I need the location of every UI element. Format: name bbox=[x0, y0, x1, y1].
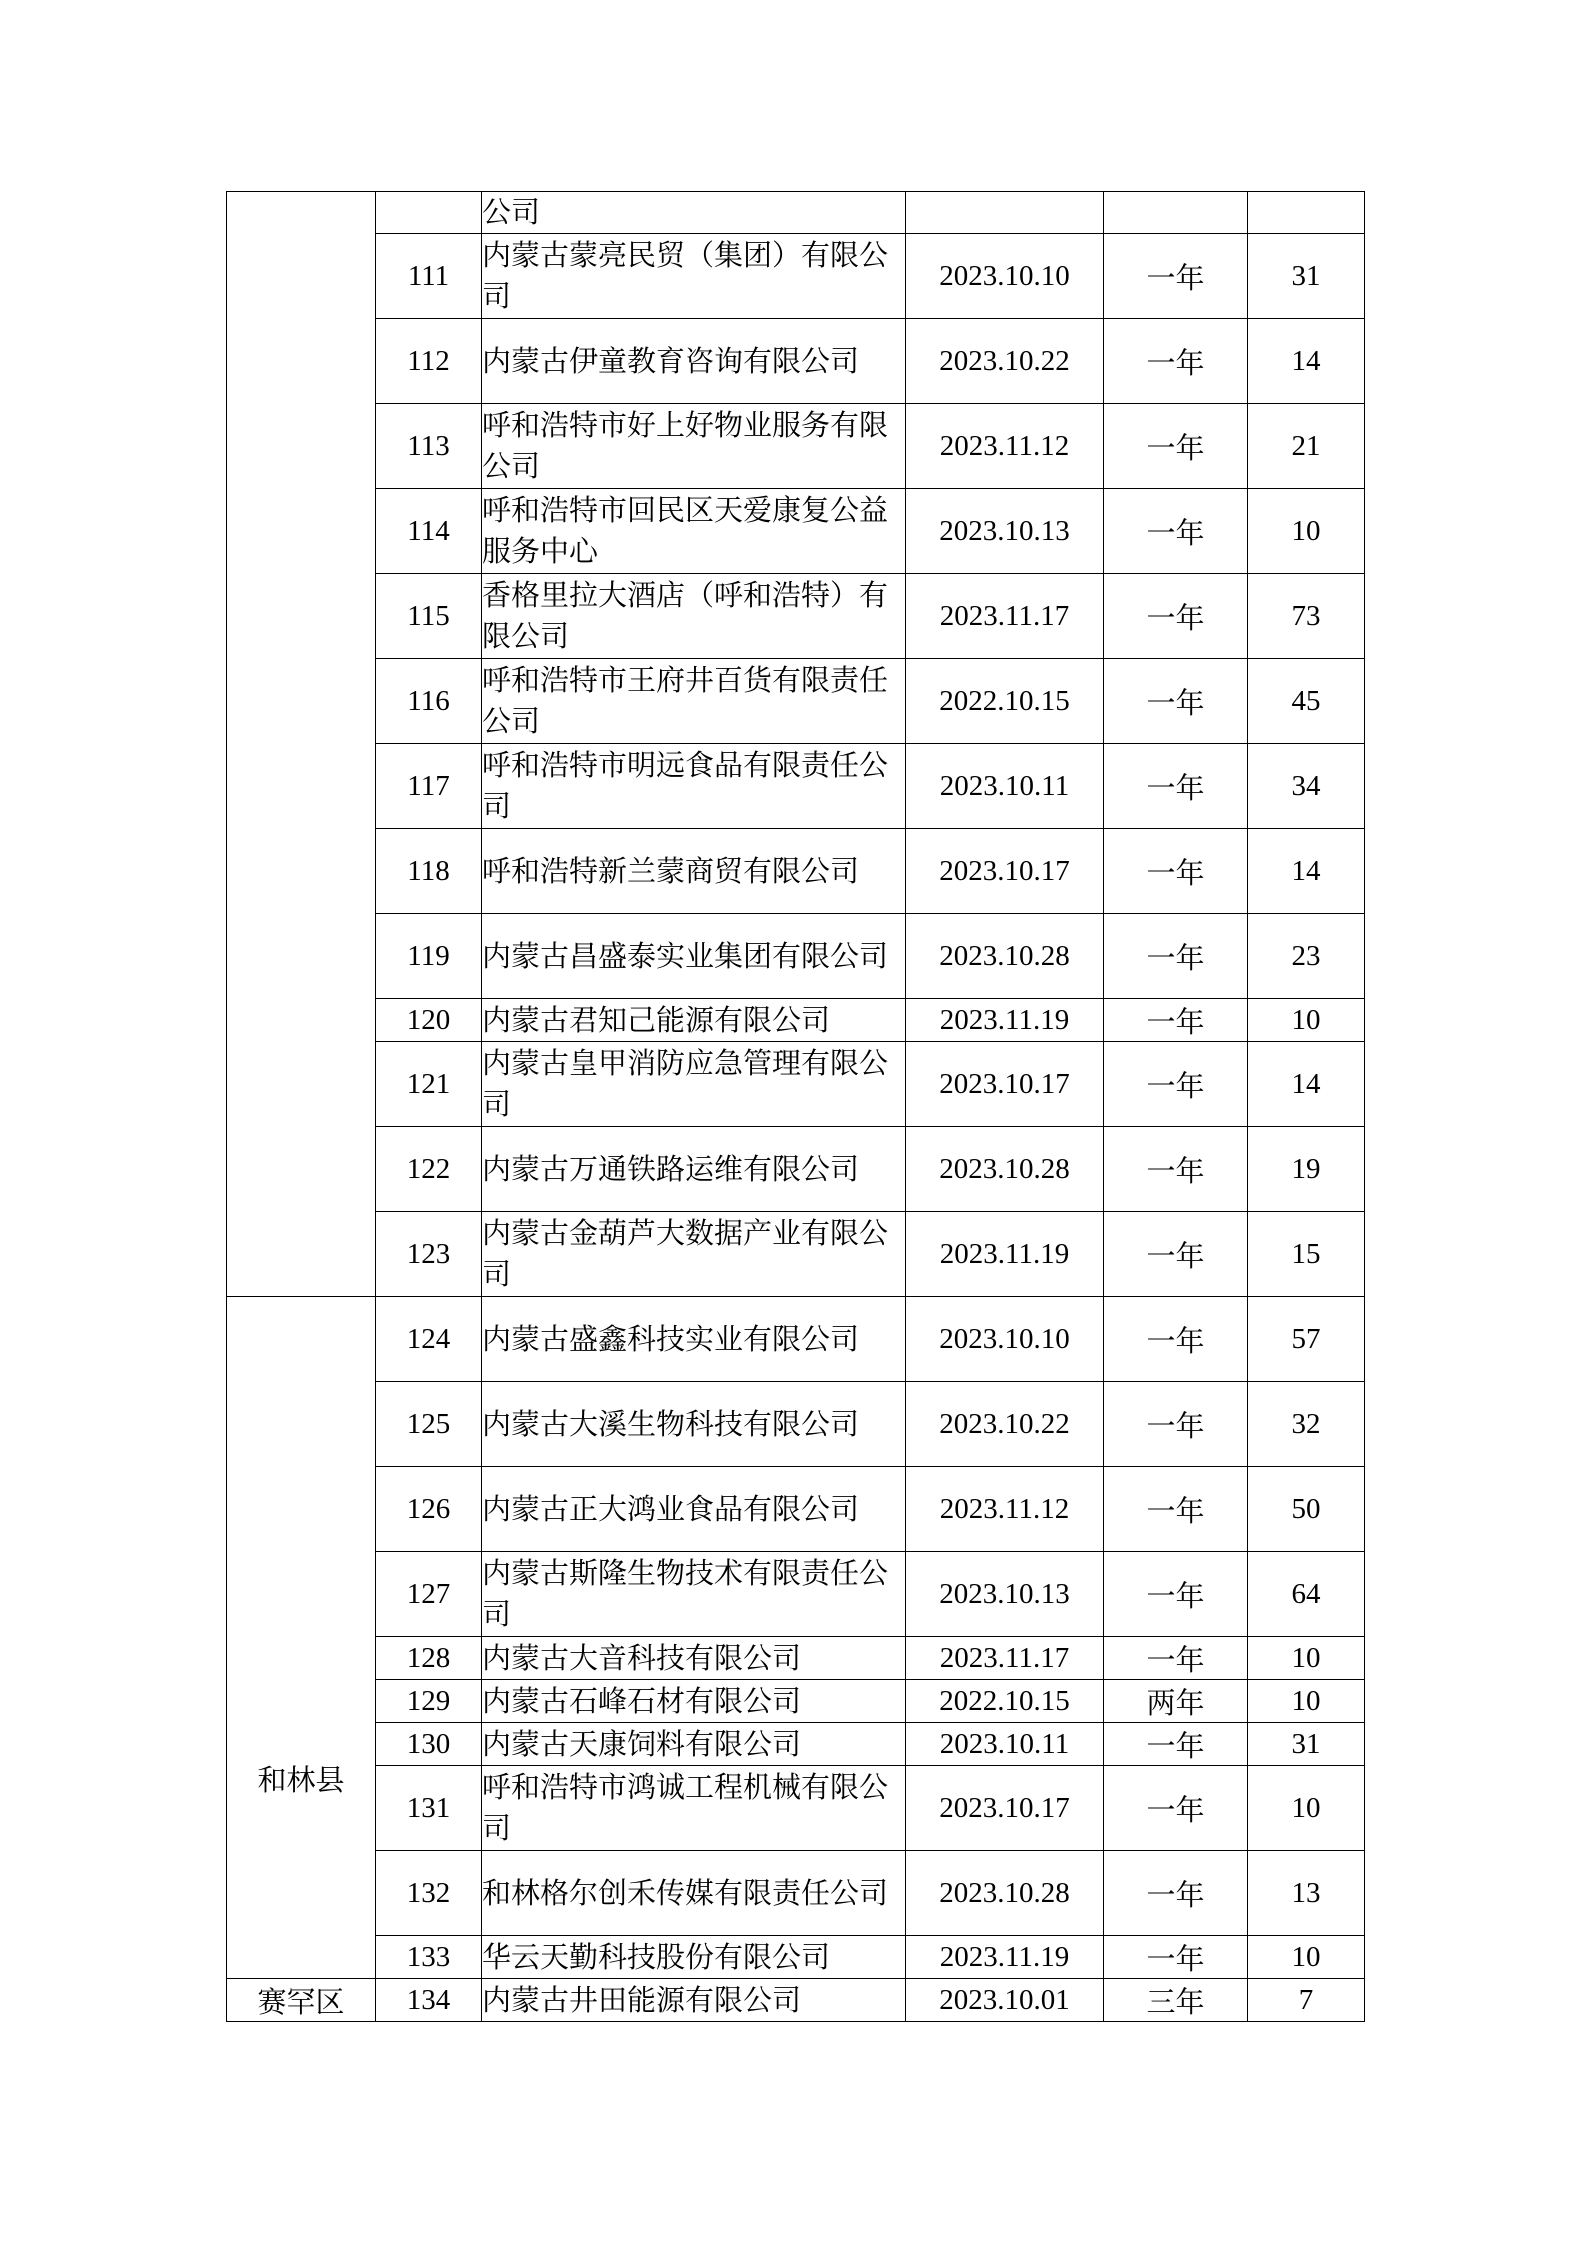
term-cell: 一年 bbox=[1104, 1936, 1248, 1979]
date-cell: 2023.11.19 bbox=[906, 1936, 1104, 1979]
row-number: 124 bbox=[376, 1297, 482, 1382]
term-cell: 一年 bbox=[1104, 1297, 1248, 1382]
table-row bbox=[227, 1042, 1365, 1127]
count-cell: 10 bbox=[1248, 999, 1365, 1042]
row-number: 129 bbox=[376, 1680, 482, 1723]
table-row bbox=[227, 744, 1365, 829]
count-cell: 10 bbox=[1248, 1766, 1365, 1851]
row-number: 111 bbox=[376, 234, 482, 319]
row-number: 126 bbox=[376, 1467, 482, 1552]
term-cell: 一年 bbox=[1104, 829, 1248, 914]
date-cell: 2023.10.11 bbox=[906, 1723, 1104, 1766]
row-number: 130 bbox=[376, 1723, 482, 1766]
table-row bbox=[227, 659, 1365, 744]
table-row bbox=[227, 404, 1365, 489]
date-cell bbox=[906, 192, 1104, 234]
company-name: 香格里拉大酒店（呼和浩特）有限公司 bbox=[482, 574, 906, 659]
date-cell: 2023.11.12 bbox=[906, 404, 1104, 489]
term-cell: 一年 bbox=[1104, 1042, 1248, 1127]
date-cell: 2023.10.28 bbox=[906, 1127, 1104, 1212]
region-cell-top bbox=[227, 192, 376, 1297]
term-cell: 一年 bbox=[1104, 1127, 1248, 1212]
term-cell: 一年 bbox=[1104, 659, 1248, 744]
row-number: 134 bbox=[376, 1979, 482, 2022]
row-number: 117 bbox=[376, 744, 482, 829]
date-cell: 2023.10.22 bbox=[906, 319, 1104, 404]
term-cell: 一年 bbox=[1104, 1723, 1248, 1766]
date-cell: 2023.10.28 bbox=[906, 1851, 1104, 1936]
company-name: 内蒙古井田能源有限公司 bbox=[482, 1979, 906, 2022]
term-cell: 一年 bbox=[1104, 999, 1248, 1042]
date-cell: 2023.10.17 bbox=[906, 1766, 1104, 1851]
count-cell: 21 bbox=[1248, 404, 1365, 489]
row-number: 120 bbox=[376, 999, 482, 1042]
term-cell: 一年 bbox=[1104, 1552, 1248, 1637]
date-cell: 2023.11.17 bbox=[906, 574, 1104, 659]
term-cell: 一年 bbox=[1104, 744, 1248, 829]
count-cell: 31 bbox=[1248, 234, 1365, 319]
date-cell: 2023.10.17 bbox=[906, 1042, 1104, 1127]
table-row bbox=[227, 914, 1365, 999]
count-cell: 10 bbox=[1248, 1680, 1365, 1723]
term-cell: 一年 bbox=[1104, 1382, 1248, 1467]
row-number: 123 bbox=[376, 1212, 482, 1297]
table-row bbox=[227, 234, 1365, 319]
term-cell: 两年 bbox=[1104, 1680, 1248, 1723]
count-cell: 14 bbox=[1248, 829, 1365, 914]
date-cell: 2023.11.19 bbox=[906, 999, 1104, 1042]
term-cell: 一年 bbox=[1104, 1637, 1248, 1680]
table-row bbox=[227, 1127, 1365, 1212]
date-cell: 2023.10.10 bbox=[906, 1297, 1104, 1382]
date-cell: 2022.10.15 bbox=[906, 1680, 1104, 1723]
count-cell: 45 bbox=[1248, 659, 1365, 744]
company-name: 内蒙古万通铁路运维有限公司 bbox=[482, 1127, 906, 1212]
row-number: 133 bbox=[376, 1936, 482, 1979]
table-row bbox=[227, 1637, 1365, 1680]
table-row bbox=[227, 489, 1365, 574]
table-row bbox=[227, 1936, 1365, 1979]
count-cell: 13 bbox=[1248, 1851, 1365, 1936]
table-row bbox=[227, 319, 1365, 404]
company-name: 内蒙古伊童教育咨询有限公司 bbox=[482, 319, 906, 404]
date-cell: 2023.10.13 bbox=[906, 1552, 1104, 1637]
row-number: 127 bbox=[376, 1552, 482, 1637]
company-name: 内蒙古大音科技有限公司 bbox=[482, 1637, 906, 1680]
company-name: 呼和浩特市好上好物业服务有限公司 bbox=[482, 404, 906, 489]
row-number: 113 bbox=[376, 404, 482, 489]
company-name: 和林格尔创禾传媒有限责任公司 bbox=[482, 1851, 906, 1936]
row-number: 125 bbox=[376, 1382, 482, 1467]
date-cell: 2023.11.12 bbox=[906, 1467, 1104, 1552]
term-cell: 一年 bbox=[1104, 914, 1248, 999]
term-cell: 一年 bbox=[1104, 234, 1248, 319]
company-name: 公司 bbox=[482, 192, 906, 234]
date-cell: 2023.10.17 bbox=[906, 829, 1104, 914]
company-name: 内蒙古君知己能源有限公司 bbox=[482, 999, 906, 1042]
count-cell: 73 bbox=[1248, 574, 1365, 659]
count-cell: 64 bbox=[1248, 1552, 1365, 1637]
date-cell: 2023.10.01 bbox=[906, 1979, 1104, 2022]
count-cell: 10 bbox=[1248, 1936, 1365, 1979]
company-name: 内蒙古昌盛泰实业集团有限公司 bbox=[482, 914, 906, 999]
region-cell-helin: 和林县 bbox=[227, 1297, 376, 1979]
row-number: 112 bbox=[376, 319, 482, 404]
count-cell: 10 bbox=[1248, 489, 1365, 574]
company-name: 内蒙古斯隆生物技术有限责任公司 bbox=[482, 1552, 906, 1637]
row-number: 132 bbox=[376, 1851, 482, 1936]
company-name: 呼和浩特市王府井百货有限责任公司 bbox=[482, 659, 906, 744]
count-cell: 15 bbox=[1248, 1212, 1365, 1297]
term-cell: 一年 bbox=[1104, 1212, 1248, 1297]
count-cell: 14 bbox=[1248, 1042, 1365, 1127]
term-cell: 一年 bbox=[1104, 319, 1248, 404]
count-cell: 7 bbox=[1248, 1979, 1365, 2022]
date-cell: 2023.10.10 bbox=[906, 234, 1104, 319]
term-cell: 一年 bbox=[1104, 1851, 1248, 1936]
count-cell: 32 bbox=[1248, 1382, 1365, 1467]
table-row bbox=[227, 1723, 1365, 1766]
table-row bbox=[227, 1680, 1365, 1723]
company-name: 内蒙古金葫芦大数据产业有限公司 bbox=[482, 1212, 906, 1297]
count-cell: 31 bbox=[1248, 1723, 1365, 1766]
company-name: 内蒙古正大鸿业食品有限公司 bbox=[482, 1467, 906, 1552]
table-row bbox=[227, 1979, 1365, 2022]
count-cell: 50 bbox=[1248, 1467, 1365, 1552]
table-body bbox=[227, 192, 1365, 2022]
company-name: 内蒙古蒙亮民贸（集团）有限公司 bbox=[482, 234, 906, 319]
row-number bbox=[376, 192, 482, 234]
row-number: 121 bbox=[376, 1042, 482, 1127]
table-row bbox=[227, 192, 1365, 234]
date-cell: 2023.11.19 bbox=[906, 1212, 1104, 1297]
count-cell: 57 bbox=[1248, 1297, 1365, 1382]
count-cell: 10 bbox=[1248, 1637, 1365, 1680]
row-number: 116 bbox=[376, 659, 482, 744]
date-cell: 2023.10.28 bbox=[906, 914, 1104, 999]
region-cell-saihan: 赛罕区 bbox=[227, 1979, 376, 2022]
company-name: 内蒙古盛鑫科技实业有限公司 bbox=[482, 1297, 906, 1382]
count-cell: 23 bbox=[1248, 914, 1365, 999]
term-cell: 一年 bbox=[1104, 404, 1248, 489]
term-cell bbox=[1104, 192, 1248, 234]
count-cell: 19 bbox=[1248, 1127, 1365, 1212]
table-row bbox=[227, 999, 1365, 1042]
company-name: 内蒙古天康饲料有限公司 bbox=[482, 1723, 906, 1766]
table-row bbox=[227, 1212, 1365, 1297]
term-cell: 一年 bbox=[1104, 489, 1248, 574]
table-row bbox=[227, 1851, 1365, 1936]
company-name: 华云天勤科技股份有限公司 bbox=[482, 1936, 906, 1979]
company-name: 内蒙古皇甲消防应急管理有限公司 bbox=[482, 1042, 906, 1127]
table-row bbox=[227, 1467, 1365, 1552]
company-name: 内蒙古石峰石材有限公司 bbox=[482, 1680, 906, 1723]
date-cell: 2023.10.22 bbox=[906, 1382, 1104, 1467]
company-name: 呼和浩特市鸿诚工程机械有限公司 bbox=[482, 1766, 906, 1851]
date-cell: 2022.10.15 bbox=[906, 659, 1104, 744]
company-name: 呼和浩特市明远食品有限责任公司 bbox=[482, 744, 906, 829]
row-number: 118 bbox=[376, 829, 482, 914]
table-row bbox=[227, 1552, 1365, 1637]
term-cell: 一年 bbox=[1104, 1467, 1248, 1552]
company-name: 呼和浩特新兰蒙商贸有限公司 bbox=[482, 829, 906, 914]
enterprise-table bbox=[226, 191, 1365, 2022]
count-cell bbox=[1248, 192, 1365, 234]
row-number: 119 bbox=[376, 914, 482, 999]
table-row bbox=[227, 829, 1365, 914]
table-row bbox=[227, 1766, 1365, 1851]
company-name: 内蒙古大溪生物科技有限公司 bbox=[482, 1382, 906, 1467]
date-cell: 2023.10.11 bbox=[906, 744, 1104, 829]
term-cell: 一年 bbox=[1104, 1766, 1248, 1851]
date-cell: 2023.10.13 bbox=[906, 489, 1104, 574]
count-cell: 14 bbox=[1248, 319, 1365, 404]
date-cell: 2023.11.17 bbox=[906, 1637, 1104, 1680]
row-number: 122 bbox=[376, 1127, 482, 1212]
table-row bbox=[227, 1297, 1365, 1382]
table-row bbox=[227, 1382, 1365, 1467]
count-cell: 34 bbox=[1248, 744, 1365, 829]
row-number: 114 bbox=[376, 489, 482, 574]
term-cell: 三年 bbox=[1104, 1979, 1248, 2022]
table-row bbox=[227, 574, 1365, 659]
row-number: 131 bbox=[376, 1766, 482, 1851]
company-name: 呼和浩特市回民区天爱康复公益服务中心 bbox=[482, 489, 906, 574]
row-number: 115 bbox=[376, 574, 482, 659]
term-cell: 一年 bbox=[1104, 574, 1248, 659]
row-number: 128 bbox=[376, 1637, 482, 1680]
